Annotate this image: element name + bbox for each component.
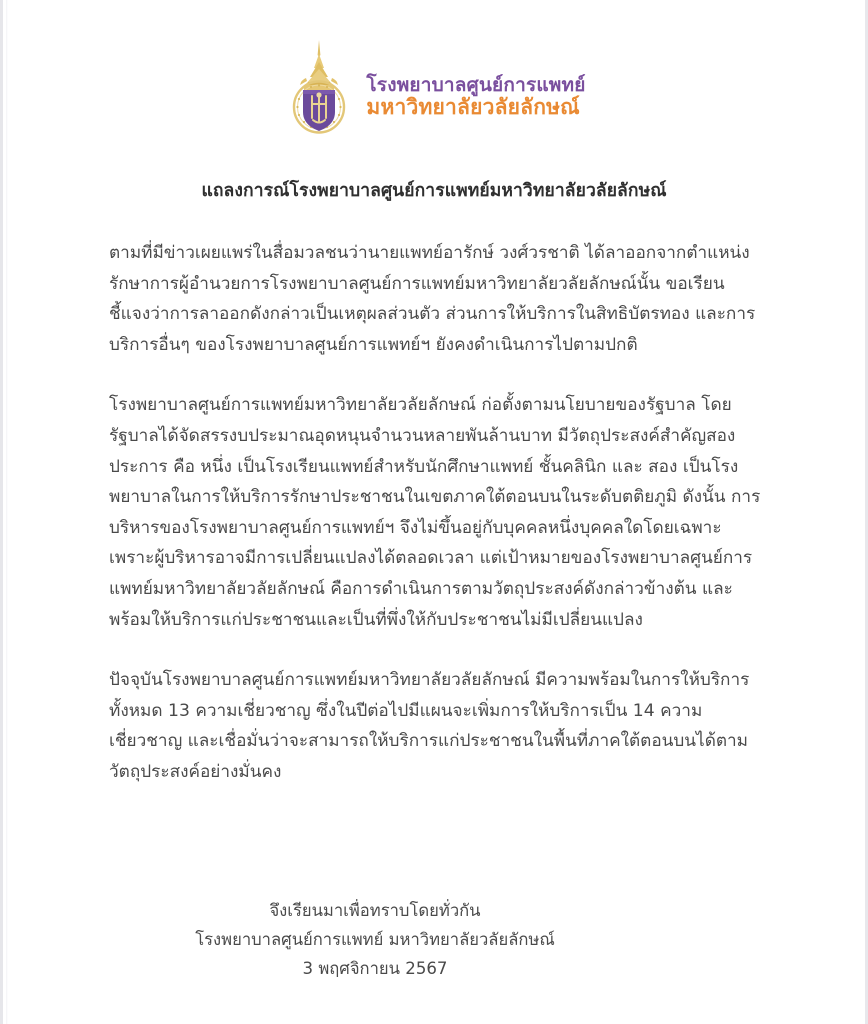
closing-date: 3 พฤศจิกายน 2567 bbox=[302, 958, 448, 978]
body-paragraph: ตามที่มีข่าวเผยแพร่ในสื่อมวลชนว่านายแพทย์อารักษ์ วงศ์วรชาติ ได้ลาออกจากตำแหน่งรักษาการผู้อำนวยการโรงพยาบาลศูนย์การแพทย์มหาวิทยาลัยวลัยลักษณ์นั้น ขอเรียนชี้แจงว่าการลาออกดังกล่าวเป็นเหตุผลส่วนตัว ส่วนการให้บริการในสิทธิบัตรทอง และการบริการอื่นๆ ของโรงพยาบาลศูนย์การแพทย์ฯ ยังคงดำเนินการไปตามปกติ bbox=[109, 243, 756, 355]
walailak-university-crest-icon bbox=[282, 38, 356, 134]
closing-salutation: จึงเรียนมาเพื่อทราบโดยทั่วกัน bbox=[269, 900, 481, 920]
bottom-whitespace bbox=[3, 983, 865, 1024]
logo-title-line-2: มหาวิทยาลัยวลัยลักษณ์ bbox=[366, 94, 580, 119]
closing-block bbox=[3, 896, 865, 983]
logo-lockup bbox=[282, 38, 585, 134]
document-title: แถลงการณ์โรงพยาบาลศูนย์การแพทย์มหาวิทยาลัยวลัยลักษณ์ bbox=[201, 181, 667, 201]
logo-header bbox=[3, 0, 865, 134]
body-paragraph: โรงพยาบาลศูนย์การแพทย์มหาวิทยาลัยวลัยลักษณ์ ก่อตั้งตามนโยบายของรัฐบาล โดยรัฐบาลได้จัดสรรงบประมาณอุดหนุนจำนวนหลายพันล้านบาท มีวัตถุประสงค์สำคัญสองประการ คือ หนึ่ง เป็นโรงเรียนแพทย์สำหรับนักศึกษาแพทย์ ชั้นคลินิก และ สอง เป็นโรงพยาบาลในการให้บริการรักษาประชาชนในเขตภาคใต้ตอนบนในระดับตติยภูมิ ดังนั้น การบริหารของโรงพยาบาลศูนย์การแพทย์ฯ จึงไม่ขึ้นอยู่กับบุคคลหนึ่งบุคคลใดโดยเฉพาะ เพราะผู้บริหารอาจมีการเปลี่ยนแปลงได้ตลอดเวลา แต่เป้าหมายของโรงพยาบาลศูนย์การแพทย์มหาวิทยาลัยวลัยลักษณ์ คือการดำเนินการตามวัตถุประสงค์ดังกล่าวข้างต้น และพร้อมให้บริการแก่ประชาชนและเป็นที่พึ่งให้กับประชาชนไม่มีเปลี่ยนแปลง bbox=[109, 395, 761, 630]
closing-organization: โรงพยาบาลศูนย์การแพทย์ มหาวิทยาลัยวลัยลักษณ์ bbox=[195, 929, 555, 949]
document-body bbox=[3, 238, 865, 788]
logo-title-line-1: โรงพยาบาลศูนย์การแพทย์ bbox=[366, 73, 586, 96]
body-paragraph: ปัจจุบันโรงพยาบาลศูนย์การแพทย์มหาวิทยาลัยวลัยลักษณ์ มีความพร้อมในการให้บริการทั้งหมด 13 ความเชี่ยวชาญ ซึ่งในปีต่อไปมีแผนจะเพิ่มการให้บริการเป็น 14 ความเชี่ยวชาญ และเชื่อมั่นว่าจะสามารถให้บริการแก่ประชาชนในพื้นที่ภาคใต้ตอนบนได้ตามวัตถุประสงค์อย่างมั่นคง bbox=[109, 670, 750, 782]
logo-text-block bbox=[366, 53, 585, 120]
